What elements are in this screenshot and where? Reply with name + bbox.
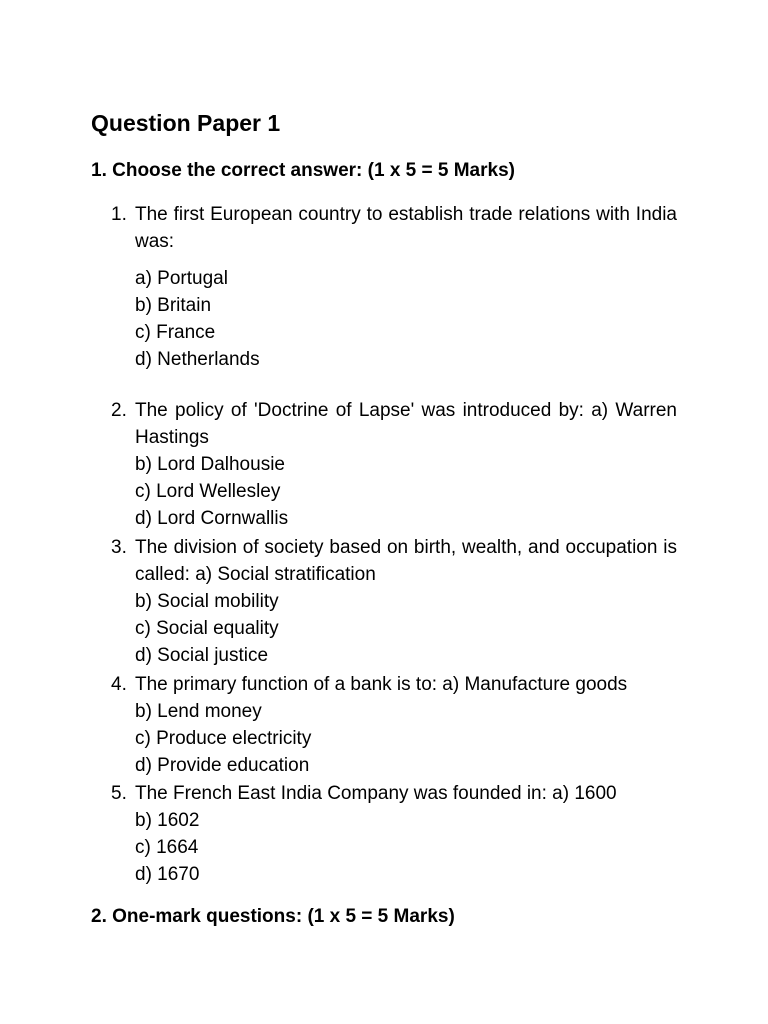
question-stem: The policy of 'Doctrine of Lapse' was introduced by: a) Warren Hastings — [135, 400, 677, 448]
question-4 — [111, 671, 677, 779]
option-list — [135, 698, 677, 779]
option: d) Provide education — [135, 755, 310, 776]
option: b) Lord Dalhousie — [135, 454, 285, 475]
question-stem: The first European country to establish trade relations with India was: — [135, 204, 677, 252]
question-stem: The French East India Company was founded in: a) 1600 — [135, 783, 617, 804]
option: b) Lend money — [135, 701, 262, 722]
option: d) Lord Cornwallis — [135, 508, 289, 529]
option: b) Social mobility — [135, 591, 279, 612]
option: d) 1670 — [135, 864, 200, 885]
option-list — [135, 265, 677, 373]
option: c) Lord Wellesley — [135, 481, 281, 502]
option: c) Social equality — [135, 618, 279, 639]
question-number: 5. — [111, 783, 127, 804]
option: d) Netherlands — [135, 349, 260, 370]
page-title: Question Paper 1 — [91, 110, 281, 136]
question-number: 1. — [111, 204, 127, 225]
question-number: 4. — [111, 674, 127, 695]
option: c) 1664 — [135, 837, 199, 858]
option: c) Produce electricity — [135, 728, 312, 749]
question-stem: The division of society based on birth, wealth, and occupation is called: a) Social stratification — [135, 537, 677, 585]
option: d) Social justice — [135, 645, 269, 666]
option: a) Portugal — [135, 268, 228, 289]
option-list — [135, 451, 677, 532]
option: b) Britain — [135, 295, 212, 316]
option: b) 1602 — [135, 810, 200, 831]
question-stem: The primary function of a bank is to: a) Manufacture goods — [135, 674, 628, 695]
question-3 — [111, 534, 677, 669]
option-list — [135, 807, 677, 888]
question-number: 3. — [111, 537, 127, 558]
section-1-heading: 1. Choose the correct answer: (1 x 5 = 5 Marks) — [91, 160, 515, 181]
section-2-heading: 2. One-mark questions: (1 x 5 = 5 Marks) — [91, 906, 455, 927]
option: c) France — [135, 322, 216, 343]
question-2 — [111, 397, 677, 532]
option-list — [135, 588, 677, 669]
question-5 — [111, 780, 677, 888]
question-1 — [111, 201, 677, 373]
question-number: 2. — [111, 400, 127, 421]
